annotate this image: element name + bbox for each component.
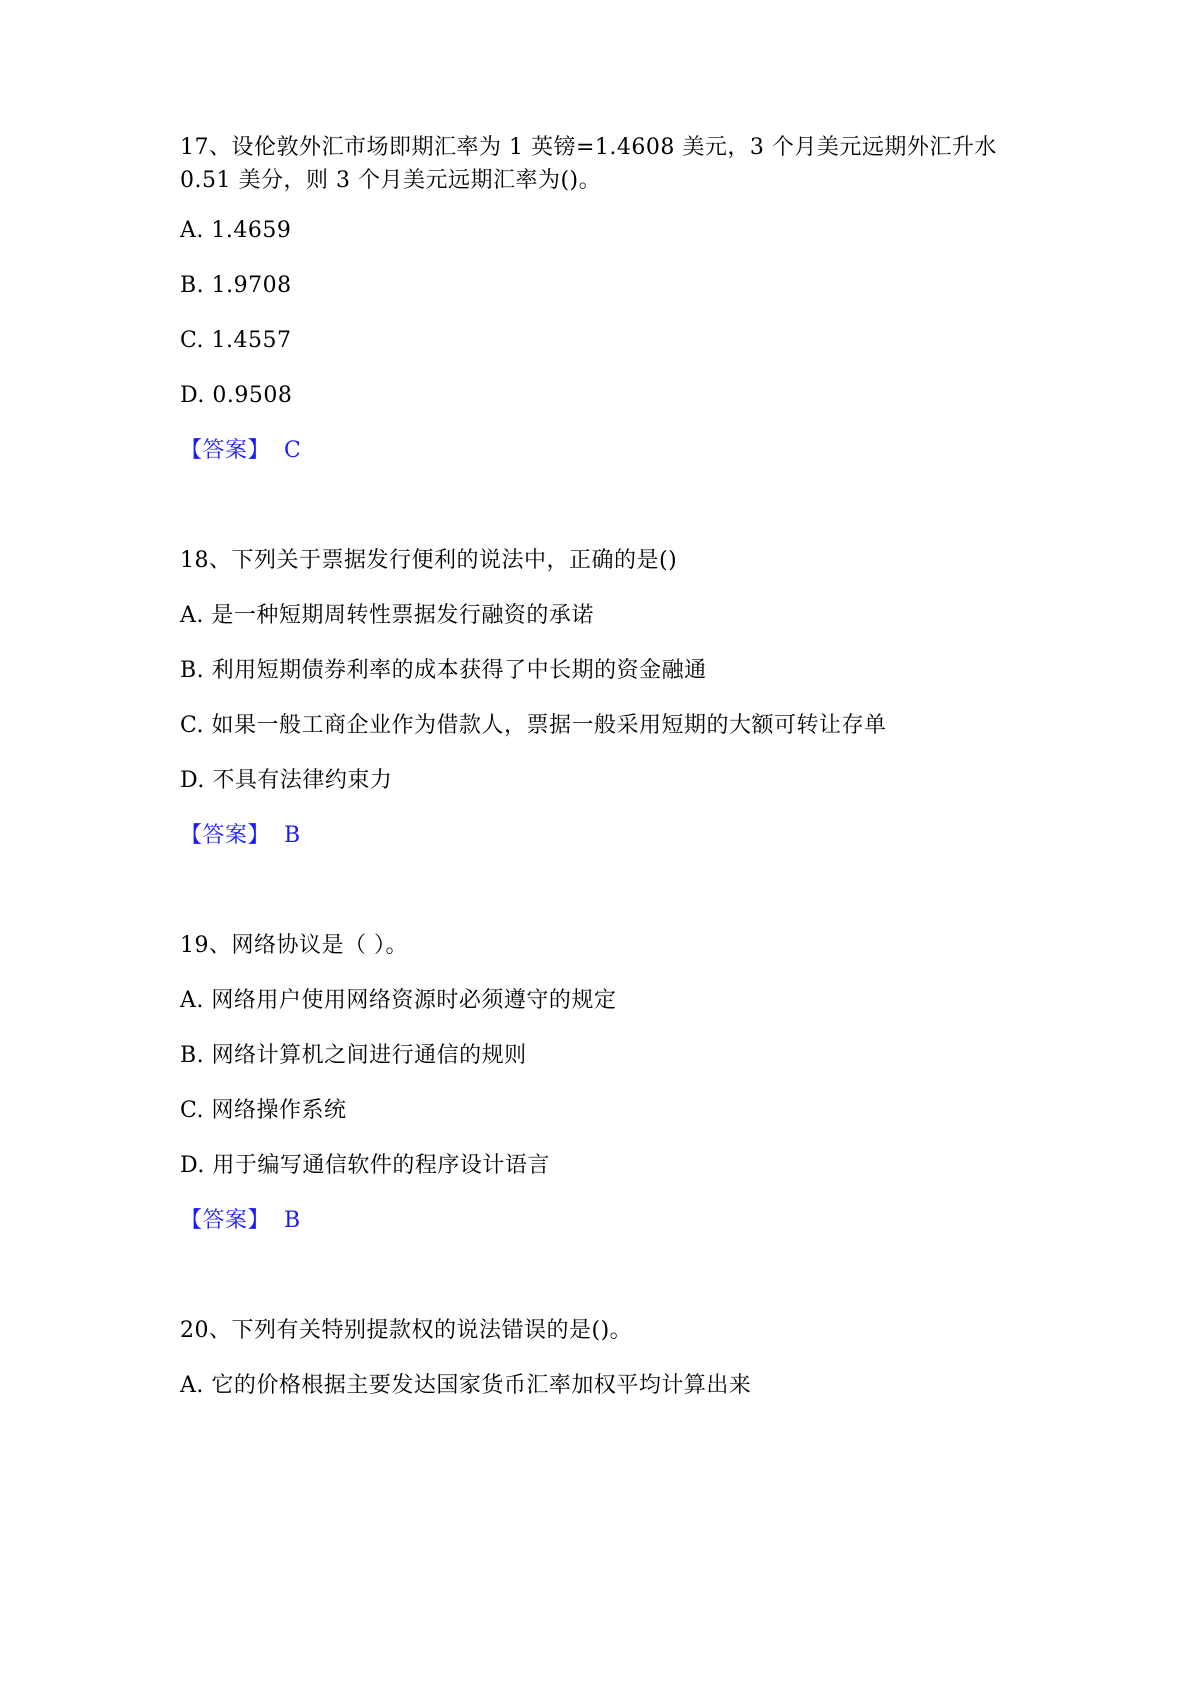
question-17-stem-line1: 17、设伦敦外汇市场即期汇率为 1 英镑=1.4608 美元，3 个月美元远期外汇升水: [180, 135, 997, 160]
answer-value: C: [284, 438, 302, 463]
question-19-option-a: A. 网络用户使用网络资源时必须遵守的规定: [180, 988, 617, 1013]
answer-value: B: [284, 1208, 301, 1233]
question-17-option-a: A. 1.4659: [180, 218, 292, 243]
question-20-stem: 20、下列有关特别提款权的说法错误的是()。: [180, 1318, 633, 1343]
question-18-option-b: B. 利用短期债券利率的成本获得了中长期的资金融通: [180, 658, 707, 683]
question-19-option-d: D. 用于编写通信软件的程序设计语言: [180, 1153, 550, 1178]
question-19-option-b: B. 网络计算机之间进行通信的规则: [180, 1043, 527, 1068]
answer-tag: 【答案】: [180, 823, 271, 848]
question-17-option-c: C. 1.4557: [180, 328, 292, 353]
answer-tag: 【答案】: [180, 438, 271, 463]
question-18-answer: [180, 821, 301, 851]
question-17-stem-line2: 0.51 美分，则 3 个月美元远期汇率为()。: [180, 168, 602, 193]
question-19-answer: [180, 1206, 301, 1236]
question-18-option-c: C. 如果一般工商企业作为借款人，票据一般采用短期的大额可转让存单: [180, 713, 887, 738]
question-18-option-d: D. 不具有法律约束力: [180, 768, 393, 793]
question-17-option-d: D. 0.9508: [180, 383, 293, 408]
answer-tag: 【答案】: [180, 1208, 271, 1233]
question-20-option-a: A. 它的价格根据主要发达国家货币汇率加权平均计算出来: [180, 1373, 752, 1398]
question-18-stem: 18、下列关于票据发行便利的说法中，正确的是(): [180, 548, 678, 573]
question-17-answer: [180, 436, 301, 466]
question-19-stem: 19、网络协议是（ ）。: [180, 933, 408, 958]
answer-value: B: [284, 823, 301, 848]
question-19-option-c: C. 网络操作系统: [180, 1098, 347, 1123]
question-18-option-a: A. 是一种短期周转性票据发行融资的承诺: [180, 603, 594, 628]
question-17-option-b: B. 1.9708: [180, 273, 292, 298]
